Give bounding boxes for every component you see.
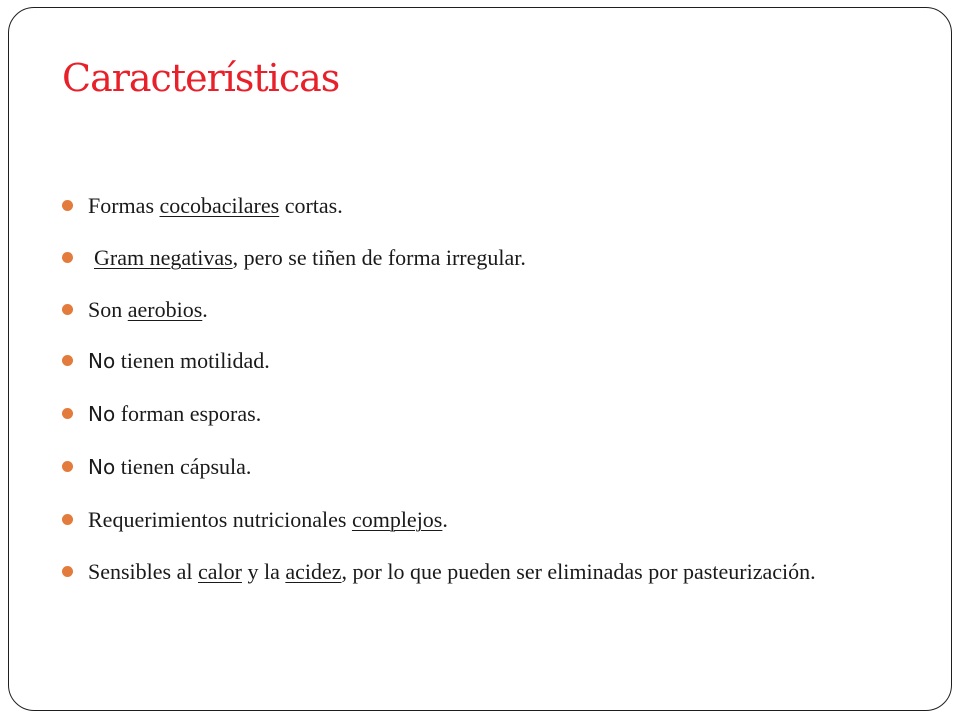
bullet-text <box>88 297 208 322</box>
underlined-term: Gram negativas <box>94 244 233 270</box>
bullet-item <box>61 398 897 430</box>
bullet-dot-icon <box>62 566 73 577</box>
bullet-item <box>61 345 897 377</box>
underlined-term: aerobios <box>127 296 203 322</box>
bullet-text <box>88 245 526 270</box>
bullet-text <box>88 559 816 584</box>
bullet-text <box>88 401 261 426</box>
bullet-item <box>61 190 897 221</box>
bullet-text-segment: . <box>442 506 448 532</box>
bullet-dot-icon <box>62 200 73 211</box>
bullet-text-segment: Requerimientos nutricionales <box>88 506 352 532</box>
bullet-text-segment: cortas. <box>279 193 343 218</box>
bullet-dot-icon <box>62 355 73 366</box>
bullet-text-segment: Sensibles al <box>88 558 198 584</box>
bullet-text-segment: , pero se tiñen de forma irregular. <box>232 244 526 270</box>
underlined-term: calor <box>198 558 242 584</box>
bullet-text-segment: , por lo que pueden ser eliminadas por pasteurización. <box>341 558 816 584</box>
bullet-dot-icon <box>62 408 73 419</box>
negation-word: No <box>88 349 116 374</box>
bullet-dot-icon <box>62 514 73 525</box>
bullet-text <box>88 507 448 532</box>
bullet-text-segment: forman esporas. <box>115 401 262 427</box>
bullet-text <box>88 454 251 479</box>
bullet-item <box>61 504 897 535</box>
bullet-dot-icon <box>62 252 73 263</box>
bullet-text-segment: Son <box>88 296 128 322</box>
bullet-item <box>61 294 897 325</box>
slide-frame <box>8 7 952 711</box>
bullet-item <box>61 242 897 273</box>
bullet-text-segment: y la <box>241 558 286 584</box>
bullet-item <box>61 556 897 587</box>
bullet-text-segment: tienen cápsula. <box>115 453 252 479</box>
bullet-text-segment: tienen motilidad. <box>115 348 270 374</box>
bullet-dot-icon <box>62 461 73 472</box>
underlined-term: cocobacilares <box>159 193 280 218</box>
underlined-term: acidez <box>285 558 342 584</box>
bullet-list <box>61 190 897 607</box>
bullet-text <box>88 193 343 218</box>
negation-word: No <box>88 402 116 427</box>
underlined-term: complejos <box>351 506 443 532</box>
slide-title: Características <box>62 56 340 100</box>
negation-word: No <box>88 454 116 479</box>
bullet-text <box>88 348 270 373</box>
bullet-item <box>61 451 897 483</box>
bullet-dot-icon <box>62 304 73 315</box>
bullet-text-segment: Formas <box>88 193 160 218</box>
bullet-text-segment: . <box>202 296 208 322</box>
